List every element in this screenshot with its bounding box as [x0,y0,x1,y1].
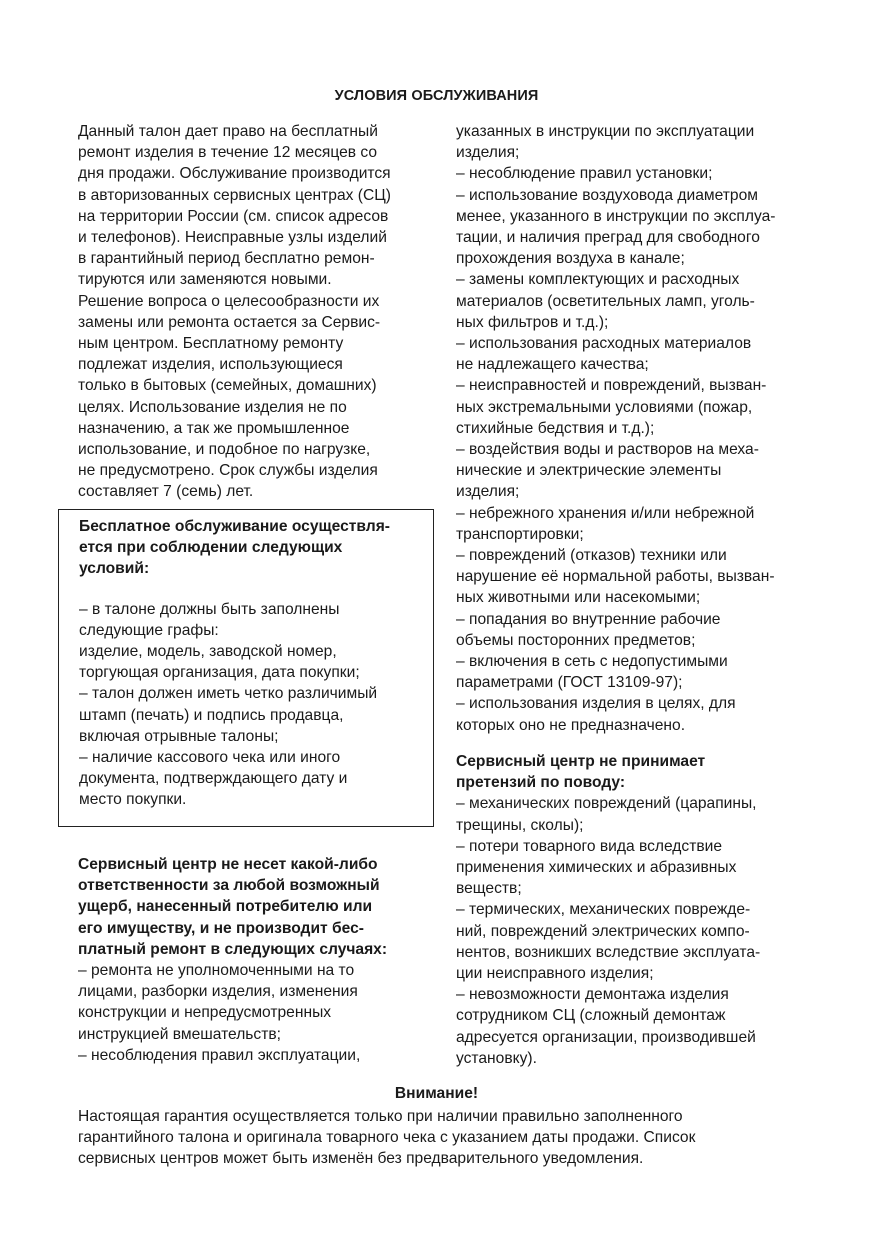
exclusions-line: изделия; [456,483,520,501]
page-title: УСЛОВИЯ ОБСЛУЖИВАНИЯ [334,88,539,104]
intro-line: ным центром. Бесплатному ремонту [78,335,344,353]
exclusions-line: объемы посторонних предметов; [456,631,696,649]
claims-line: установку). [456,1049,537,1067]
exclusions-line: материалов (осветительных ламп, уголь- [456,292,755,310]
attention-line: Настоящая гарантия осуществляется только при наличии правильно заполненного [78,1108,683,1125]
claims-line: веществ; [456,880,522,898]
attention-line: сервисных центров может быть изменён без предварительного уведомления. [78,1150,644,1168]
exclusions-line: прохождения воздуха в канале; [456,250,685,268]
exclusions-line: ных животными или насекомыми; [456,589,701,607]
liability-heading-line: платный ремонт в следующих случаях: [78,940,388,958]
exclusions-line: – неисправностей и повреждений, вызван- [456,377,767,395]
claims-line: ний, повреждений электрических компо- [456,922,750,940]
liability-line: конструкции и непредусмотренных [78,1004,332,1022]
exclusions-line: – попадания во внутренние рабочие [456,610,721,628]
conditions-line: место покупки. [79,791,187,809]
liability-section [78,854,420,1066]
intro-line: Данный талон дает право на бесплатный [78,123,378,140]
exclusions-line: указанных в инструкции по эксплуатации [456,123,755,140]
liability-line: инструкцией вмешательств; [78,1025,281,1043]
claims-line: сотрудником СЦ (сложный демонтаж [456,1007,726,1025]
intro-line: и телефонов). Неисправные узлы изделий [78,229,387,247]
liability-line: лицами, разборки изделия, изменения [78,983,358,1001]
exclusions-line: – повреждений (отказов) техники или [456,547,727,565]
claims-line: – невозможности демонтажа изделия [456,986,729,1004]
exclusions-line: менее, указанного в инструкции по эксплуа- [456,207,776,225]
exclusions-line: не надлежащего качества; [456,356,649,374]
exclusions-line: стихийные бедствия и т.д.); [456,419,655,437]
claims-heading [456,751,796,793]
exclusions-line: нические и электрические элементы [456,462,722,480]
intro-line: назначению, а так же промышленное [78,419,350,437]
exclusions-line: транспортировки; [456,525,584,543]
exclusions-line: – использования расходных материалов [456,335,752,353]
intro-line: на территории России (см. список адресов [78,207,389,225]
conditions-heading-line: условий: [79,560,150,578]
intro-line: не предусмотрено. Срок службы изделия [78,462,378,480]
liability-heading [78,854,420,960]
liability-heading-line: ущерб, нанесенный потребителю или [78,898,373,916]
claims-line: – термических, механических поврежде- [456,901,751,919]
liability-line: – ремонта не уполномоченными на то [78,962,355,980]
claims-line: ции неисправного изделия; [456,965,654,983]
exclusions-line: – небрежного хранения и/или небрежной [456,504,755,522]
conditions-line: следующие графы: [79,621,219,639]
conditions-heading-line: ется при соблюдении следующих [79,539,343,557]
exclusions-line: тации, и наличия преград для свободного [456,229,760,247]
exclusions-line: – включения в сеть с недопустимыми [456,653,728,671]
conditions-line: – в талоне должны быть заполнены [79,600,340,618]
intro-line: целях. Использование изделия не по [78,398,347,416]
exclusions-line: нарушение её нормальной работы, вызван- [456,568,775,586]
exclusions-list [456,121,796,736]
intro-line: составляет 7 (семь) лет. [78,483,254,501]
conditions-line: документа, подтверждающего дату и [79,770,348,788]
exclusions-line: – воздействия воды и растворов на меха- [456,441,759,459]
conditions-list [79,599,419,811]
intro-line: ремонт изделия в течение 12 месяцев со [78,144,378,162]
exclusions-line: ных экстремальными условиями (пожар, [456,398,753,416]
exclusions-line: которых оно не предназначено. [456,716,686,734]
conditions-box [58,509,434,827]
exclusions-line: – использование воздуховода диаметром [456,186,758,204]
claims-line: – механических повреждений (царапины, [456,795,757,813]
claims-line: трещины, сколы); [456,816,584,834]
intro-line: тируются или заменяются новыми. [78,271,332,289]
conditions-line: штамп (печать) и подпись продавца, [79,706,344,724]
intro-line: Решение вопроса о целесообразности их [78,292,380,310]
intro-line: дня продажи. Обслуживание производится [78,165,391,183]
liability-heading-line: Сервисный центр не несет какой-либо [78,856,378,873]
claims-section [456,751,796,1069]
exclusions-line: – использования изделия в целях, для [456,695,736,713]
claims-line: адресуется организации, производившей [456,1028,756,1046]
intro-line: замены или ремонта остается за Сервис- [78,313,381,331]
liability-heading-line: его имуществу, и не производит бес- [78,919,364,937]
conditions-line: включая отрывные талоны; [79,727,279,745]
intro-paragraph [78,121,420,503]
conditions-heading [79,516,419,580]
liability-heading-line: ответственности за любой возможный [78,877,380,895]
claims-line: – потери товарного вида вследствие [456,837,722,855]
intro-line: в гарантийный период бесплатно ремон- [78,250,375,268]
exclusions-line: – несоблюдение правил установки; [456,165,713,183]
intro-line: в авторизованных сервисных центрах (СЦ) [78,186,391,204]
claims-line: нентов, возникших вследствие эксплуата- [456,943,761,961]
attention-body [78,1106,796,1170]
intro-line: использование, и подобное по нагрузке, [78,441,371,459]
intro-line: подлежат изделия, использующиеся [78,356,343,374]
claims-heading-line: Сервисный центр не принимает [456,753,706,770]
conditions-line: – талон должен иметь четко различимый [79,685,378,703]
liability-line: – несоблюдения правил эксплуатации, [78,1046,361,1064]
intro-line: только в бытовых (семейных, домашних) [78,377,377,395]
exclusions-line: – замены комплектующих и расходных [456,271,740,289]
claims-line: применения химических и абразивных [456,859,737,877]
attention-line: гарантийного талона и оригинала товарного чека с указанием даты продажи. Список [78,1129,696,1147]
conditions-line: изделие, модель, заводской номер, [79,643,337,661]
exclusions-line: параметрами (ГОСТ 13109-97); [456,674,683,692]
attention-title: Внимание! [394,1085,479,1102]
conditions-line: – наличие кассового чека или иного [79,749,341,767]
conditions-line: торгующая организация, дата покупки; [79,664,360,682]
claims-heading-line: претензий по поводу: [456,774,626,792]
conditions-heading-line: Бесплатное обслуживание осуществля- [79,518,390,535]
exclusions-line: изделия; [456,144,520,162]
exclusions-line: ных фильтров и т.д.); [456,313,609,331]
